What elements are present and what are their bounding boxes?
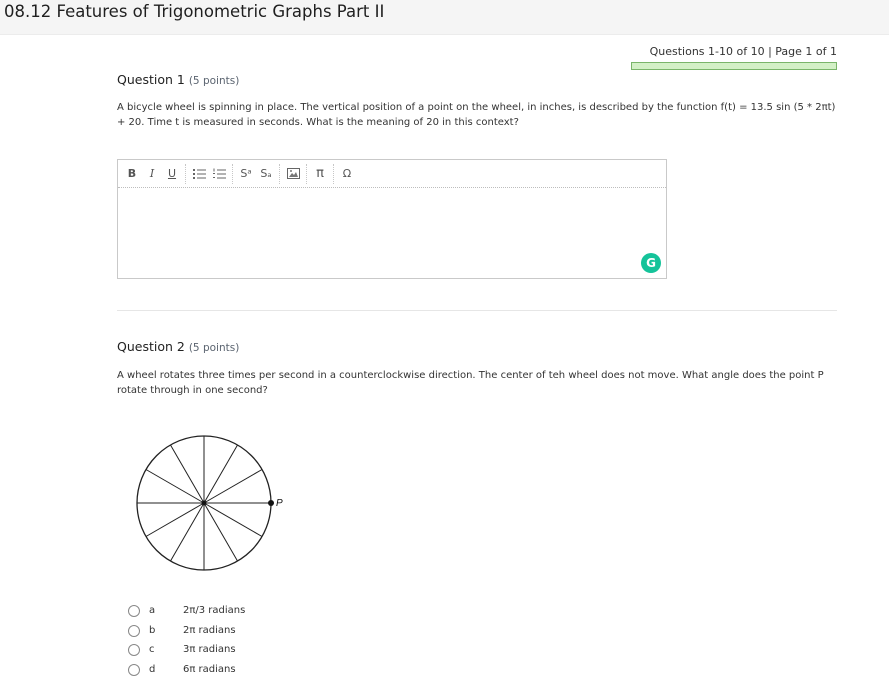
radio-a[interactable] — [128, 605, 140, 617]
radio-b[interactable] — [128, 625, 140, 637]
page-title: 08.12 Features of Trigonometric Graphs Part II — [4, 2, 385, 21]
option-text: 6π radians — [183, 664, 236, 675]
answer-text-area[interactable] — [118, 188, 666, 278]
question-1-points: (5 points) — [188, 75, 240, 87]
bold-button[interactable]: B — [127, 167, 137, 180]
question-1-label: Question 1 — [117, 72, 185, 87]
title-bar — [0, 0, 889, 35]
question-2-text: A wheel rotates three times per second in a counterclockwise direction. The center of teh wheel does not move. What angle does the point P rotate through in one second? — [117, 370, 824, 396]
wheel-center — [202, 501, 207, 506]
question-1-text: A bicycle wheel is spinning in place. The vertical position of a point on the wheel, in inches, is described by the function f(t) = 13.5 sin (5 * 2πt) + 20. Time t is measured in seconds. What is the meaning of 20 in this context? — [117, 102, 836, 128]
wheel-spoke — [146, 470, 204, 504]
toolbar-separator — [306, 164, 307, 184]
progress-fill — [632, 63, 836, 69]
wheel-spoke — [204, 445, 238, 503]
radio-d[interactable] — [128, 664, 140, 676]
editor-toolbar — [118, 160, 666, 188]
image-icon[interactable] — [283, 164, 303, 184]
numbered-list-icon[interactable] — [209, 164, 229, 184]
wheel-spoke — [146, 503, 204, 537]
option-text: 3π radians — [183, 644, 236, 655]
grammarly-icon[interactable]: G — [641, 253, 661, 273]
option-letter: d — [149, 664, 156, 675]
pi-button[interactable]: π — [316, 166, 324, 181]
option-text: 2π radians — [183, 625, 236, 636]
question-1-header — [117, 72, 239, 87]
wheel-spoke — [171, 445, 205, 503]
subscript-button[interactable]: Sₐ — [260, 167, 272, 180]
option-b[interactable] — [128, 624, 236, 638]
question-2-points: (5 points) — [188, 342, 240, 354]
option-text: 2π/3 radians — [183, 605, 246, 616]
option-letter: c — [149, 644, 155, 655]
option-a[interactable] — [128, 604, 246, 618]
omega-button[interactable]: Ω — [342, 167, 352, 180]
point-p-label: P — [276, 498, 283, 509]
question-divider — [117, 310, 837, 311]
option-c[interactable] — [128, 643, 236, 657]
option-letter: a — [149, 605, 156, 616]
question-2-label: Question 2 — [117, 339, 185, 354]
radio-c[interactable] — [128, 644, 140, 656]
toolbar-separator — [333, 164, 334, 184]
toolbar-separator — [232, 164, 233, 184]
toolbar-separator — [279, 164, 280, 184]
italic-button[interactable]: I — [149, 167, 155, 180]
point-p-marker — [268, 500, 274, 506]
option-d[interactable] — [128, 663, 236, 677]
wheel-spoke — [204, 503, 262, 537]
underline-button[interactable]: U — [167, 167, 177, 180]
wheel-spoke — [171, 503, 205, 561]
progress-bar — [631, 62, 837, 70]
answer-editor — [117, 159, 667, 279]
wheel-figure — [133, 432, 293, 577]
option-letter: b — [149, 625, 156, 636]
toolbar-separator — [185, 164, 186, 184]
superscript-button[interactable]: Sᵃ — [240, 167, 252, 180]
question-2-header — [117, 339, 239, 354]
bullet-list-icon[interactable] — [189, 164, 209, 184]
wheel-spoke — [204, 503, 238, 561]
pager-text: Questions 1-10 of 10 | Page 1 of 1 — [649, 45, 837, 58]
wheel-spoke — [204, 470, 262, 504]
